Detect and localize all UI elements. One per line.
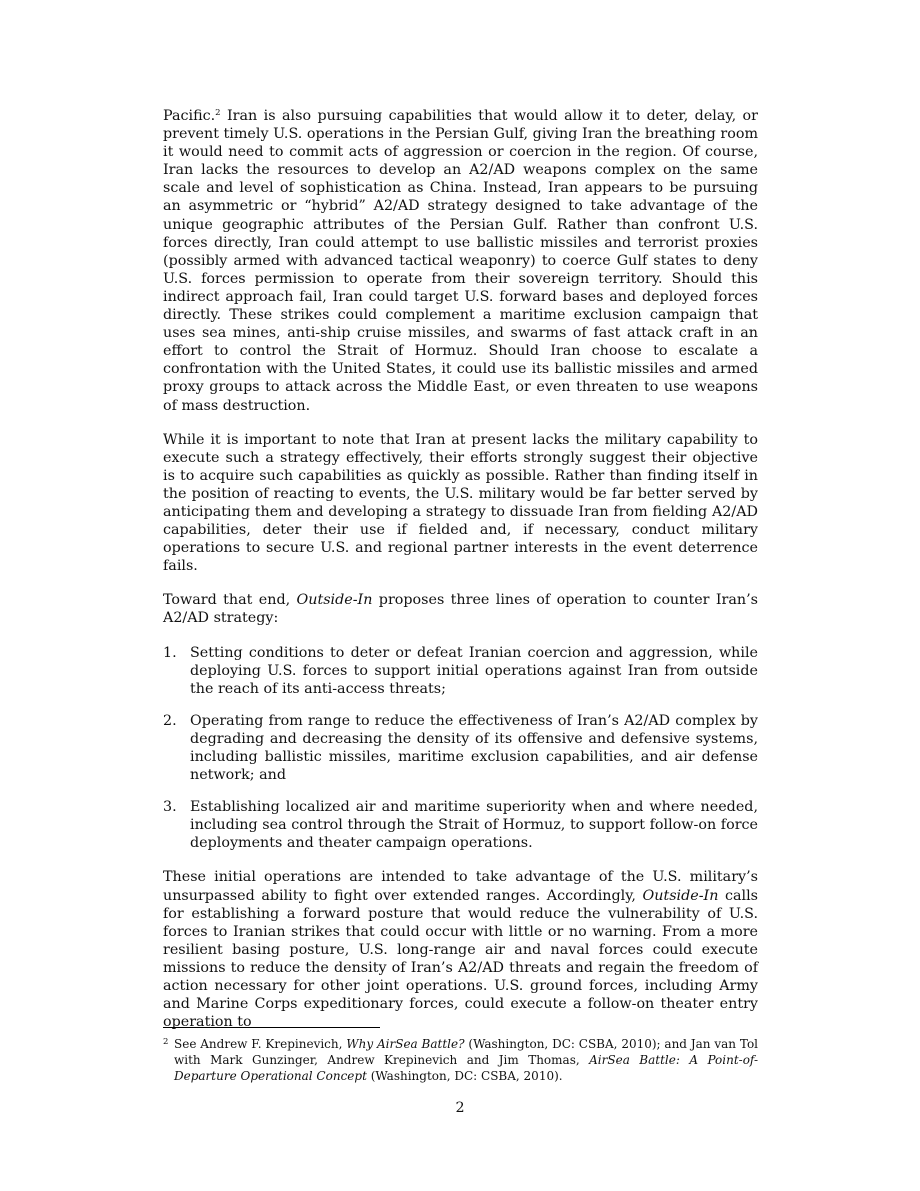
- paragraph-4-pre: These initial operations are intended to take advantage of the U.S. military’s unsurpassed ability to fight over extended ranges. Accordingly,: [163, 869, 758, 904]
- list-item-text: Operating from range to reduce the effectiveness of Iran’s A2/AD complex by degrading and decreasing the density of its offensive and defensive systems, including ballistic missiles, maritime exclusion capabilities, and air defense network; and: [190, 712, 758, 784]
- page-number: 2: [455, 1100, 465, 1116]
- list-item: [163, 712, 758, 784]
- paragraph-2: While it is important to note that Iran at present lacks the military capability to execute such a strategy effectively, their efforts strongly suggest their objective is to acquire such capabilities as quickly as possible. Rather than finding itself in the position of reacting to events, the U.S. military would be far better served by anticipating them and developing a strategy to dissuade Iran from fielding A2/AD capabilities, deter their use if fielded and, if necessary, conduct military operations to secure U.S. and regional partner interests in the event deterrence fails.: [163, 431, 758, 575]
- footnote: [163, 1036, 758, 1085]
- paragraph-3-post: proposes three lines of operation to counter Iran’s A2/AD strategy:: [163, 592, 758, 627]
- list-item-number: 2.: [163, 712, 177, 729]
- footnote-ref[interactable]: 2: [215, 108, 221, 118]
- paragraph-1-lead: Pacific.: [163, 108, 216, 124]
- footnote-mark: 2: [163, 1037, 169, 1047]
- paragraph-1-body: Iran is also pursuing capabilities that would allow it to deter, delay, or prevent timely U.S. operations in the Persian Gulf, giving Iran the breathing room it would need to commit acts of aggression or coercion in the region. Of course, Iran lacks the resources to develop an A2/AD weapons complex on the same scale and level of sophistication as China. Instead, Iran appears to be pursuing an asymmetric or “hybrid” A2/AD strategy designed to take advantage of the unique geographic attributes of the Persian Gulf. Rather than confront U.S. forces directly, Iran could attempt to use ballistic missiles and terrorist proxies (possibly armed with advanced tactical weaponry) to coerce Gulf states to deny U.S. forces permission to operate from their sovereign territory. Should this indirect approach fail, Iran could target U.S. forward bases and deployed forces directly. These strikes could complement a maritime exclusion campaign that uses sea mines, anti-ship cruise missiles, and swarms of fast attack craft in an effort to control the Strait of Hormuz. Should Iran choose to escalate a confrontation with the United States, it could use its ballistic missiles and armed proxy groups to attack across the Middle East, or even threaten to use weapons of mass destruction.: [163, 108, 758, 414]
- list-item-text: Establishing localized air and maritime superiority when and where needed, including sea control through the Strait of Hormuz, to support follow-on force deployments and theater campaign operations.: [190, 799, 758, 852]
- footnote-text-1: See Andrew F. Krepinevich,: [174, 1037, 347, 1051]
- paragraph-1: [163, 107, 758, 415]
- footnote-title-2: AirSea Battle: A Point-of-Departure Operational Concept: [174, 1053, 759, 1084]
- list-item-number: 3.: [163, 799, 177, 816]
- paragraph-3: [163, 591, 758, 627]
- footnote-title-1: Why AirSea Battle?: [346, 1037, 465, 1051]
- page-body: [163, 107, 758, 1047]
- lines-of-operation-list: [163, 644, 758, 853]
- list-item: [163, 798, 758, 852]
- paragraph-3-pre: Toward that end,: [163, 592, 297, 609]
- list-item-number: 1.: [163, 644, 177, 661]
- paragraph-4: [163, 868, 758, 1031]
- publication-title: Outside-In: [296, 592, 373, 609]
- footnote-text: [163, 1036, 758, 1085]
- footnote-divider: [163, 1027, 380, 1028]
- footnote-text-2: (Washington, DC: CSBA, 2010); and Jan van Tol with Mark Gunzinger, Andrew Krepinevich and Jim Thomas,: [174, 1037, 759, 1068]
- publication-title: Outside-In: [642, 887, 719, 904]
- paragraph-4-post: calls for establishing a forward posture that would reduce the vulnerability of U.S. forces to Iranian strikes that could occur with little or no warning. From a more resilient basing posture, U.S. long-range air and naval forces could execute missions to reduce the density of Iran’s A2/AD threats and regain the freedom of action necessary for other joint operations. U.S. ground forces, including Army and Marine Corps expeditionary forces, could execute a follow-on theater entry operation to: [163, 887, 758, 1031]
- footnote-text-3: (Washington, DC: CSBA, 2010).: [366, 1069, 563, 1084]
- list-item: [163, 644, 758, 698]
- list-item-text: Setting conditions to deter or defeat Iranian coercion and aggression, while deploying U.S. forces to support initial operations against Iran from outside the reach of its anti-access threats;: [190, 644, 758, 697]
